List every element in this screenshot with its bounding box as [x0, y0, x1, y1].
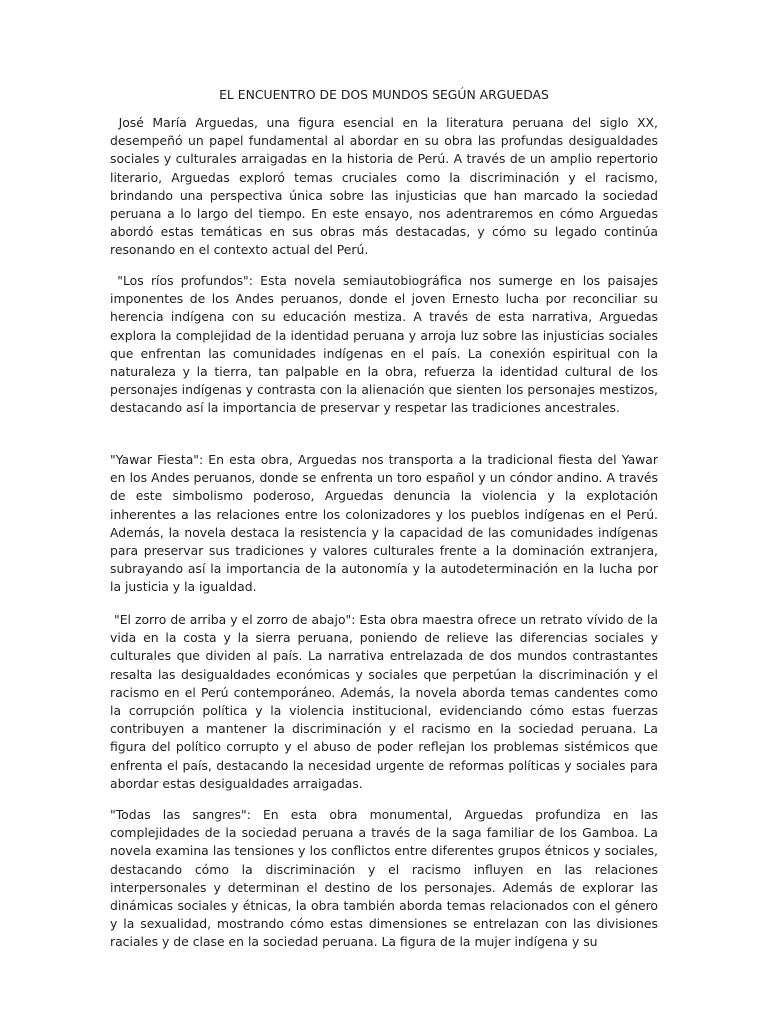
paragraph-todas-las-sangres: "Todas las sangres": En esta obra monumental, Arguedas profundiza en las complejidades de la sociedad peruana a través de la saga familiar de los Gamboa. La novela examina las tensiones y los conflictos entre diferentes grupos étnicos y sociales, destacando cómo la discriminación y el racismo influyen en las relaciones interpersonales y determinan el destino de los personajes. Además de explorar las dinámicas sociales y étnicas, la obra también aborda temas relacionados con el género y la sexualidad, mostrando cómo estas dimensiones se entrelazan con las divisiones raciales y de clase en la sociedad peruana. La figura de la mujer indígena y su	[110, 807, 662, 950]
paragraph-el-zorro: "El zorro de arriba y el zorro de abajo": Esta obra maestra ofrece un retrato vívido de la vida en la costa y la sierra peruana, poniendo de relieve las diferencias sociales y culturales que dividen al país. La narrativa entrelazada de dos mundos contrastantes resalta las desigualdades económicas y sociales que perpetúan la discriminación y el racismo en el Perú contemporáneo. Además, la novela aborda temas candentes como la corrupción política y la violencia institucional, evidenciando cómo estas fuerzas contribuyen a mantener la discriminación y el racismo en la sociedad peruana. La figura del político corrupto y el abuso de poder reflejan los problemas sistémicos que enfrenta el país, destacando la necesidad urgente de reformas políticas y sociales para abordar estas desigualdades arraigadas.	[110, 612, 662, 791]
paragraph-yawar-fiesta: "Yawar Fiesta": En esta obra, Arguedas nos transporta a la tradicional fiesta del Yawar en los Andes peruanos, donde se enfrenta un toro español y un cóndor andino. A través de este simbolismo poderoso, Arguedas denuncia la violencia y la explotación inherentes a las relaciones entre los colonizadores y los pueblos indígenas en el Perú. Además, la novela destaca la resistencia y la capacidad de las comunidades indígenas para preservar sus tradiciones y valores culturales frente a la dominación extranjera, subrayando así la importancia de la autonomía y la autodeterminación en la lucha por la justicia y la igualdad.	[110, 452, 662, 595]
paragraph-los-rios-profundos: "Los ríos profundos": Esta novela semiautobiográfica nos sumerge en los paisajes imponentes de los Andes peruanos, donde el joven Ernesto lucha por reconciliar su herencia indígena con su educación mestiza. A través de esta narrativa, Arguedas explora la complejidad de la identidad peruana y arroja luz sobre las injusticias sociales que enfrentan las comunidades indígenas en el país. La conexión espiritual con la naturaleza y la tierra, tan palpable en la obra, refuerza la identidad cultural de los personajes indígenas y contrasta con la alienación que sienten los personajes mestizos, destacando así la importancia de preservar y respetar las tradiciones ancestrales.	[110, 273, 662, 416]
intro-paragraph: José María Arguedas, una figura esencial en la literatura peruana del siglo XX, desempeñó un papel fundamental al abordar en su obra las profundas desigualdades sociales y culturales arraigadas en la historia de Perú. A través de un amplio repertorio literario, Arguedas exploró temas cruciales como la discriminación y el racismo, brindando una perspectiva única sobre las injusticias que han marcado la sociedad peruana a lo largo del tiempo. En este ensayo, nos adentraremos en cómo Arguedas abordó estas temáticas en sus obras más destacadas, y cómo su legado continúa resonando en el contexto actual del Perú.	[110, 115, 662, 258]
document-title: EL ENCUENTRO DE DOS MUNDOS SEGÚN ARGUEDAS	[219, 87, 549, 102]
